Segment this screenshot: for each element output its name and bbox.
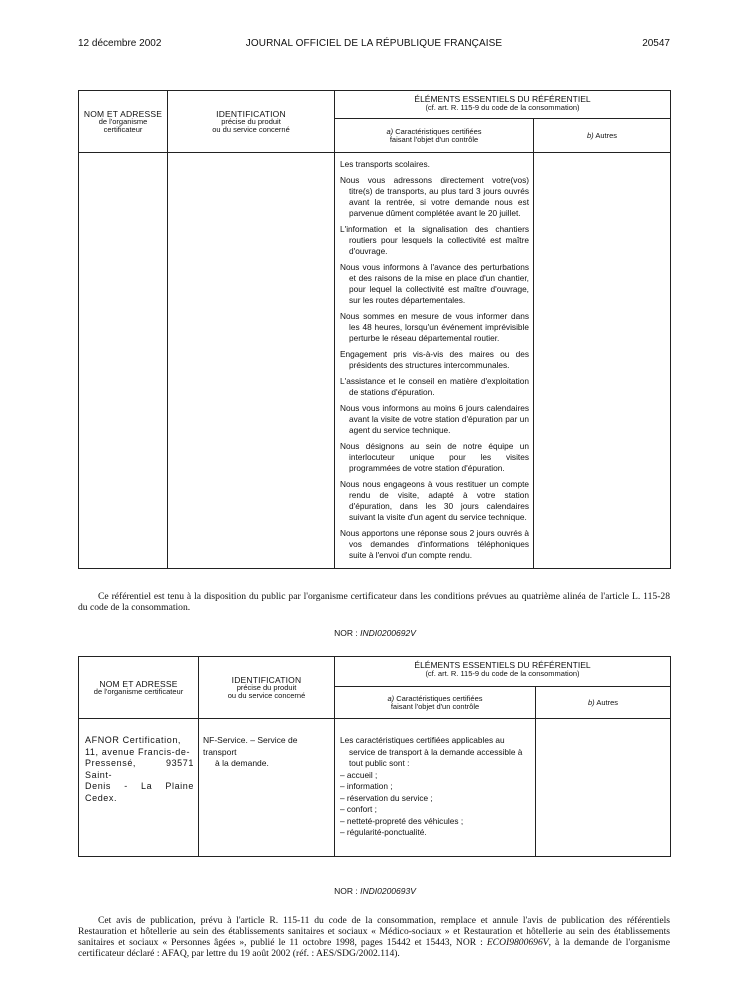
header-caracteristiques	[335, 687, 536, 719]
list-item: Nous vous adressons directement votre(vos) titre(s) de transports, au plus tard 3 jours ouvrés avant la rentrée, si votre demande nous est parvenue dûment complétée avant le 20 juillet.	[340, 175, 529, 218]
header-sub-b-prefix: b)	[586, 130, 594, 140]
header-caracteristiques	[335, 119, 534, 153]
list-item: Nous sommes en mesure de vous informer dans les 48 heures, lorsqu'un événement imprévisible perturbe le réseau départemental routier.	[340, 311, 529, 343]
journal-title: JOURNAL OFFICIEL DE LA RÉPUBLIQUE FRANÇAISE	[245, 38, 503, 49]
header-identification	[168, 91, 335, 153]
chars-intro: Les caractéristiques certifiées applicables au service de transport à la demande accessible à tout public sont :	[340, 735, 523, 768]
nor-code: INDI0200693V	[360, 886, 416, 896]
header-ident-line1: IDENTIFICATION	[216, 108, 286, 119]
list-item: Nous désignons au sein de notre équipe un interlocuteur unique pour les visites programmées de votre station d'épuration.	[340, 441, 529, 473]
ident-line: à la demande.	[215, 758, 269, 768]
header-autres	[536, 687, 671, 719]
header-sub-b-prefix: b)	[587, 697, 595, 707]
table2-caracteristiques-cell	[335, 719, 536, 857]
list-item: Nous vous informons à l'avance des perturbations et des raisons de la mise en place d'un chantier, pour lequel la collectivité est maître d'ouvrage, sur les routes départementales.	[340, 262, 529, 305]
list-item: – accueil ;	[340, 769, 378, 780]
header-autres	[534, 119, 671, 153]
org-line: 11, avenue Francis-de-	[85, 746, 191, 757]
page-number: 20547	[642, 38, 670, 49]
table1-autres-cell	[534, 153, 671, 569]
list-item: Nous vous informons au moins 6 jours calendaires avant la visite de votre station d'épuration par un agent du service technique.	[340, 403, 529, 435]
nor-reference-2	[0, 886, 750, 896]
list-item: Les transports scolaires.	[340, 159, 430, 169]
header-sub-a-line2: faisant l'objet d'un contrôle	[390, 701, 480, 711]
header-nom-line1: NOM ET ADRESSE	[83, 108, 163, 119]
header-nom-line2: de l'organisme certificateur	[98, 116, 148, 134]
referentiel-table-1	[78, 90, 671, 569]
header-nom-adresse	[79, 91, 168, 153]
header-sub-a-line1: Caractéristiques certifiées	[396, 693, 483, 703]
header-date: 12 décembre 2002	[78, 38, 162, 49]
table2-org-cell	[79, 719, 199, 857]
org-line: AFNOR Certification,	[85, 735, 182, 745]
header-nom-line2: de l'organisme certificateur	[93, 686, 184, 696]
list-item: – information ;	[340, 781, 393, 791]
referentiel-table-2	[78, 656, 671, 857]
ident-line: NF-Service. – Service de transport	[203, 735, 298, 757]
table1-ident-cell	[168, 153, 335, 569]
header-sub-a-prefix: a)	[386, 126, 394, 136]
header-nom-adresse	[79, 657, 199, 719]
header-sub-b-label: Autres	[596, 697, 619, 707]
header-elem-line1: ÉLÉMENTS ESSENTIELS DU RÉFÉRENTIEL	[414, 94, 591, 104]
table1-caracteristiques-cell	[335, 153, 534, 569]
header-elements-essentiels	[335, 91, 671, 119]
header-ident-line2: précise du produit	[236, 682, 297, 692]
nor-reference-1	[0, 628, 750, 638]
table2-ident-cell	[199, 719, 335, 857]
list-item: Nous nous engageons à vous restituer un compte rendu de visite, adapté à votre station d'épuration, dans les 30 jours calendaires suivant la visite d'un agent du service technique.	[340, 479, 529, 522]
avis-text-part2: , à la demande de l'organisme certificateur déclaré : AFAQ, par lettre du 19 août 2002 (réf. : AES/SDG/2002.114).	[78, 936, 670, 959]
list-item: – réservation du service ;	[340, 792, 433, 803]
nor-label: NOR :	[334, 886, 358, 896]
header-identification	[199, 657, 335, 719]
list-item: Nous apportons une réponse sous 2 jours ouvrés à vos demandes d'informations téléphoniques suite à l'envoi d'un compte rendu.	[340, 528, 529, 560]
list-item: – confort ;	[340, 804, 377, 814]
list-item: – netteté-propreté des véhicules ;	[340, 815, 464, 826]
header-nom-line1: NOM ET ADRESSE	[99, 678, 178, 689]
header-ident-line3: ou du service concerné	[212, 124, 290, 134]
list-item: L'information et la signalisation des chantiers routiers pour lesquels la collectivité est maître d'ouvrage.	[340, 224, 529, 256]
list-item: – régularité-ponctualité.	[340, 827, 427, 837]
header-elem-line2: (cf. art. R. 115-9 du code de la consommation)	[425, 102, 580, 112]
table1-org-cell	[79, 153, 168, 569]
org-line: Pressensé, 93571 Saint-	[85, 758, 194, 780]
running-header	[78, 38, 670, 52]
header-sub-b-label: Autres	[595, 130, 618, 140]
table2-autres-cell	[536, 719, 671, 857]
header-elem-line2: (cf. art. R. 115-9 du code de la consommation)	[425, 668, 580, 678]
header-elements-essentiels	[335, 657, 671, 687]
nor-code: INDI0200692V	[360, 628, 416, 638]
avis-nor-code: ECOI9800696V	[486, 936, 549, 948]
org-line: Denis - La Plaine Cedex.	[85, 781, 194, 803]
header-sub-a-prefix: a)	[387, 693, 395, 703]
header-ident-line2: précise du produit	[221, 116, 281, 126]
avis-text-part1: Cet avis de publication, prévu à l'article R. 115-11 du code de la consommation, remplace et annule l'avis de publication des référentiels Restauration et hôtellerie au sein des établissements sanitaires et sociaux « Médico-sociaux » et Restauration et hôtellerie au sein des établissements sanitaires et sociaux « Personnes âgées », publié le 11 octobre 1998, pages 15442 et 15443, NOR :	[78, 914, 670, 948]
list-item: Engagement pris vis-à-vis des maires ou des présidents des structures intercommunales.	[340, 349, 529, 370]
header-ident-line1: IDENTIFICATION	[231, 674, 302, 685]
list-item: L'assistance et le conseil en matière d'exploitation de stations d'épuration.	[340, 376, 529, 397]
paragraph-referentiel-disposition: Ce référentiel est tenu à la disposition du public par l'organisme certificateur dans les conditions prévues au quatrième alinéa de l'article L. 115-28 du code de la consommation.	[78, 590, 670, 613]
header-elem-line1: ÉLÉMENTS ESSENTIELS DU RÉFÉRENTIEL	[414, 660, 591, 670]
nor-label: NOR :	[334, 628, 358, 638]
header-sub-a-line1: Caractéristiques certifiées	[395, 126, 482, 136]
paragraph-avis-publication	[78, 915, 670, 959]
header-sub-a-line2: faisant l'objet d'un contrôle	[389, 134, 479, 144]
header-ident-line3: ou du service concerné	[227, 690, 306, 700]
